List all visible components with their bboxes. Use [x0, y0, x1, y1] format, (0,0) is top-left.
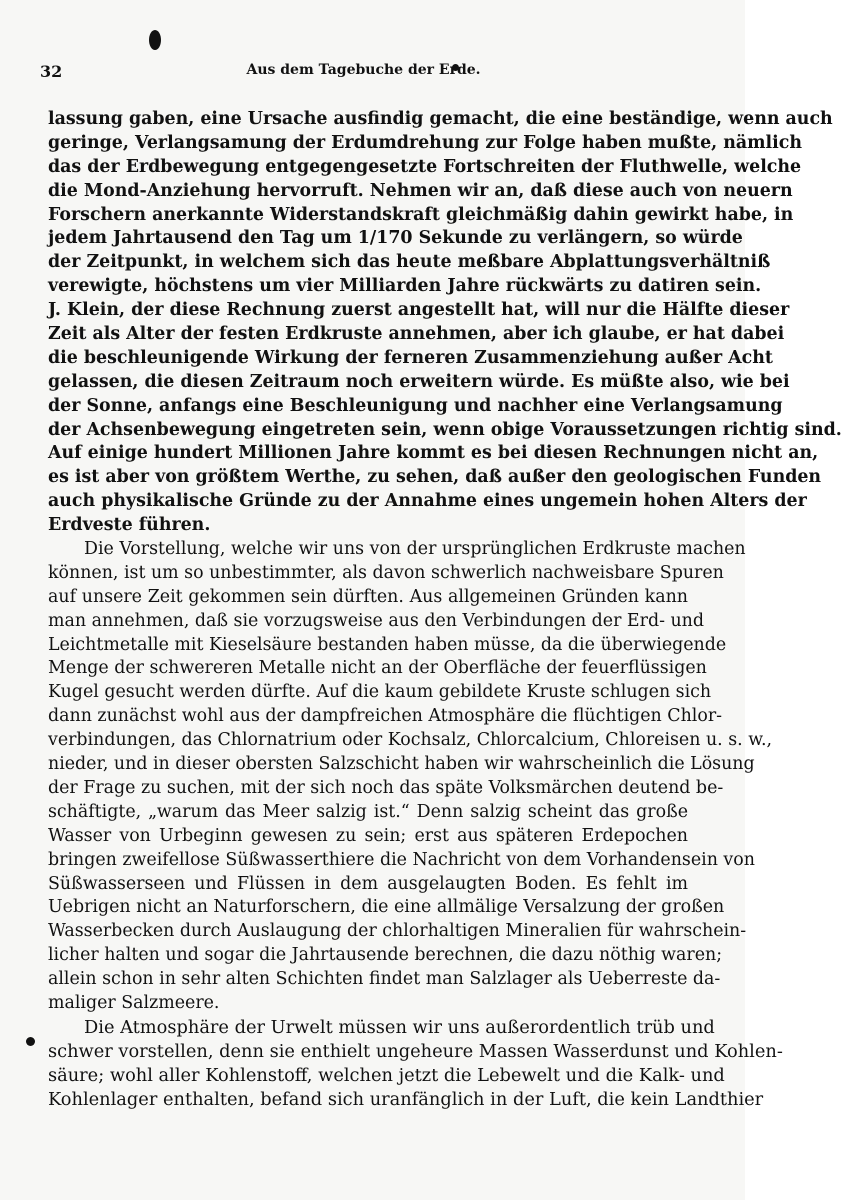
text-line: Forschern anerkannte Widerstandskraft gleichmäßig dahin gewirkt habe, in — [48, 204, 794, 225]
running-title: Aus dem Tagebuche der Erde. — [246, 62, 481, 78]
ink-blot-mark — [149, 30, 161, 50]
text-line: der Achsenbewegung eingetreten sein, wenn obige Voraussetzungen richtig sind. — [48, 419, 842, 440]
body-text — [48, 108, 842, 1111]
text-line: jedem Jahrtausend den Tag um 1/170 Sekunde zu verlängern, so würde — [48, 228, 743, 249]
text-line: J. Klein, der diese Rechnung zuerst angestellt hat, will nur die Hälfte dieser — [48, 300, 790, 321]
text-line: Wasserbecken durch Auslaugung der chlorhaltigen Mineralien für wahrschein- — [48, 921, 747, 942]
text-line: licher halten und sogar die Jahrtausende berechnen, die dazu nöthig waren; — [48, 945, 723, 966]
text-line: Menge der schwereren Metalle nicht an der Oberfläche der feuerflüssigen — [48, 658, 707, 679]
text-line: geringe, Verlangsamung der Erdumdrehung zur Folge haben mußte, nämlich — [48, 132, 803, 153]
text-line: auch physikalische Gründe zu der Annahme eines ungemein hohen Alters der — [48, 491, 807, 512]
paragraph — [48, 1016, 783, 1112]
running-head — [40, 62, 687, 86]
text-line: Zeit als Alter der festen Erdkruste annehmen, aber ich glaube, er hat dabei — [48, 324, 785, 345]
text-line: gelassen, die diesen Zeitraum noch erweitern würde. Es müßte also, wie bei — [48, 371, 790, 392]
text-line: können, ist um so unbestimmter, als davon schwerlich nachweisbare Spuren — [48, 562, 724, 583]
text-line: Die Vorstellung, welche wir uns von der ursprünglichen Erdkruste machen — [84, 539, 746, 560]
text-line: die beschleunigende Wirkung der ferneren Zusammenziehung außer Acht — [48, 347, 773, 368]
text-line: Auf einige hundert Millionen Jahre kommt es bei diesen Rechnungen nicht an, — [48, 443, 819, 464]
text-line: es ist aber von größtem Werthe, zu sehen, daß außer den geologischen Funden — [48, 467, 822, 488]
text-line: auf unsere Zeit gekommen sein dürften. Aus allgemeinen Gründen kann — [48, 586, 688, 607]
text-line: die Mond-Anziehung hervorruft. Nehmen wir an, daß diese auch von neuern — [48, 180, 793, 201]
text-line: Wasser von Urbeginn gewesen zu sein; erst aus späteren Erdepochen — [48, 825, 688, 846]
text-line: nieder, und in dieser obersten Salzschicht haben wir wahrscheinlich die Lösung — [48, 754, 755, 775]
paragraph — [48, 108, 842, 538]
ink-speck-mark — [26, 1037, 35, 1046]
text-line: Leichtmetalle mit Kieselsäure bestanden haben müsse, da die überwiegende — [48, 634, 727, 655]
text-line: Erdveste führen. — [48, 515, 211, 536]
text-line: allein schon in sehr alten Schichten findet man Salzlager als Ueberreste da- — [48, 969, 721, 990]
paragraph — [48, 538, 773, 1016]
text-line: Uebrigen nicht an Naturforschern, die eine allmälige Versalzung der großen — [48, 897, 725, 918]
text-line: schäftigte, „warum das Meer salzig ist.“ Denn salzig scheint das große — [48, 801, 688, 822]
text-line: der Sonne, anfangs eine Beschleunigung und nachher eine Verlangsamung — [48, 395, 783, 416]
text-line: verbindungen, das Chlornatrium oder Kochsalz, Chlorcalcium, Chloreisen u. s. w., — [48, 730, 773, 751]
text-line: Süßwasserseen und Flüssen in dem ausgelaugten Boden. Es fehlt im — [48, 873, 688, 894]
text-line: lassung gaben, eine Ursache ausfindig gemacht, die eine beständige, wenn auch — [48, 109, 833, 129]
text-line: dann zunächst wohl aus der dampfreichen Atmosphäre die flüchtigen Chlor- — [48, 706, 723, 727]
text-line: schwer vorstellen, denn sie enthielt ungeheure Massen Wasserdunst und Kohlen- — [48, 1040, 783, 1062]
text-line: das der Erdbewegung entgegengesetzte Fortschreiten der Fluthwelle, welche — [48, 156, 802, 177]
text-line: der Zeitpunkt, in welchem sich das heute meßbare Abplattungsverhältniß — [48, 252, 771, 273]
text-line: man annehmen, daß sie vorzugsweise aus den Verbindungen der Erd- und — [48, 610, 705, 631]
text-line: verewigte, höchstens um vier Milliarden Jahre rückwärts zu datiren sein. — [48, 276, 762, 297]
text-line: maliger Salzmeere. — [48, 992, 220, 1013]
text-line: Die Atmosphäre der Urwelt müssen wir uns außerordentlich trüb und — [84, 1016, 715, 1038]
text-line: Kohlenlager enthalten, befand sich uranfänglich in der Luft, die kein Landthier — [48, 1088, 764, 1110]
page-number: 32 — [40, 62, 63, 81]
text-line: der Frage zu suchen, mit der sich noch das späte Volksmärchen deutend be- — [48, 777, 724, 798]
text-line: Kugel gesucht werden dürfte. Auf die kaum gebildete Kruste schlugen sich — [48, 682, 712, 703]
text-line: bringen zweifellose Süßwasserthiere die Nachricht von dem Vorhandensein von — [48, 849, 755, 870]
text-line: säure; wohl aller Kohlenstoff, welchen jetzt die Lebewelt und die Kalk- und — [48, 1064, 725, 1086]
